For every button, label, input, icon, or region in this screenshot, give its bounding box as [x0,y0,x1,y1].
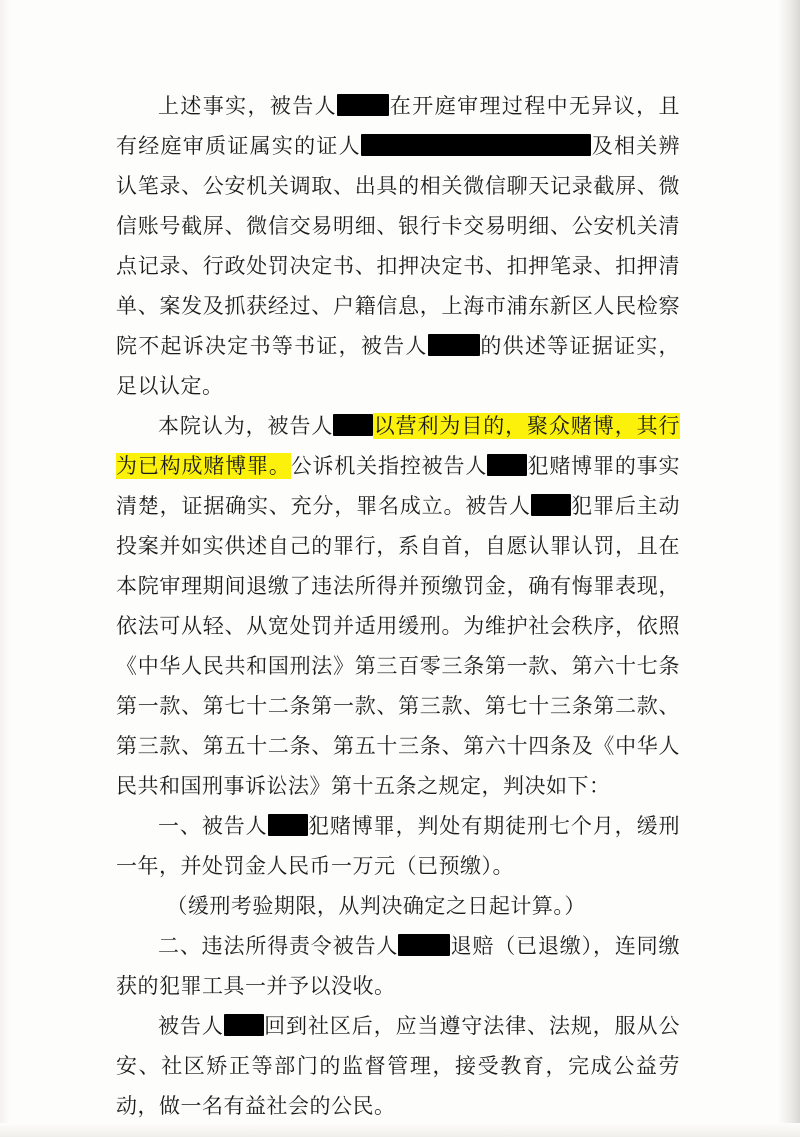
paragraph-facts: 上述事实，被告人 在开庭审理过程中无异议，且有经庭审质证属实的证人 及相关辨认笔录、公安机关调取、出具的相关微信聊天记录截屏、微信账号截屏、微信交易明细、银行卡交易明细、公安机关清点记录、行政处罚决定书、扣押决定书、扣押笔录、扣押清单、案发及抓获经过、户籍信息，上海市浦东新区人民检察院不起诉决定书等书证，被告人 的供述等证据证实，足以认定。 [116,94,681,398]
paragraph-community-obligations: 被告人 回到社区后，应当遵守法律、法规，服从公安、社区矫正等部门的监督管理，接受教育，完成公益劳动，做一名有益社会的公民。 [116,1014,681,1118]
document-text-body [116,86,680,1126]
page-edge-shadow-right [778,0,800,1137]
redaction-bar [224,1014,264,1036]
redaction-bar [337,94,389,116]
paragraph-ruling-item-1: 一、被告人 犯赌博罪，判处有期徒刑七个月，缓刑一年，并处罚金人民币一万元（已预缴）。 [116,814,680,878]
redaction-bar [398,934,450,956]
paragraph-court-opinion: 本院认为，被告人 以营利为目的，聚众赌博，其行为已构成赌博罪。公诉机关指控被告人 犯赌博罪的事实清楚，证据确实、充分，罪名成立。被告人 犯罪后主动投案并如实供述自己的罪行，系自首，自愿认罪认罚，且在本院审理期间退缴了违法所得并预缴罚金，确有悔罪表现，依法可从轻、从宽处罚并适用缓刑。为维护社会秩序，依照《中华人民共和国刑法》第三百零三条第一款、第六十七条第一款、第七十二条第一款、第三款、第七十三条第二款、第三款、第五十二条、第五十三条、第六十四条及《中华人民共和国刑事诉讼法》第十五条之规定，判决如下： [116,414,681,798]
redaction-bar [531,494,571,516]
paragraph-probation-note: （缓刑考验期限，从判决确定之日起计算。） [166,894,586,918]
highlighted-text: 以营利为目的，聚众赌博，其行为已构成赌博罪。 [116,414,681,478]
redaction-bar [333,414,373,436]
paragraph-ruling-item-2: 二、违法所得责令被告人 退赔（已退缴），连同缴获的犯罪工具一并予以没收。 [116,934,680,998]
page-edge-shadow-left [0,0,10,1137]
redaction-bar [428,334,480,356]
redaction-bar [487,454,527,476]
redaction-bar [361,134,591,156]
redaction-bar [268,814,308,836]
